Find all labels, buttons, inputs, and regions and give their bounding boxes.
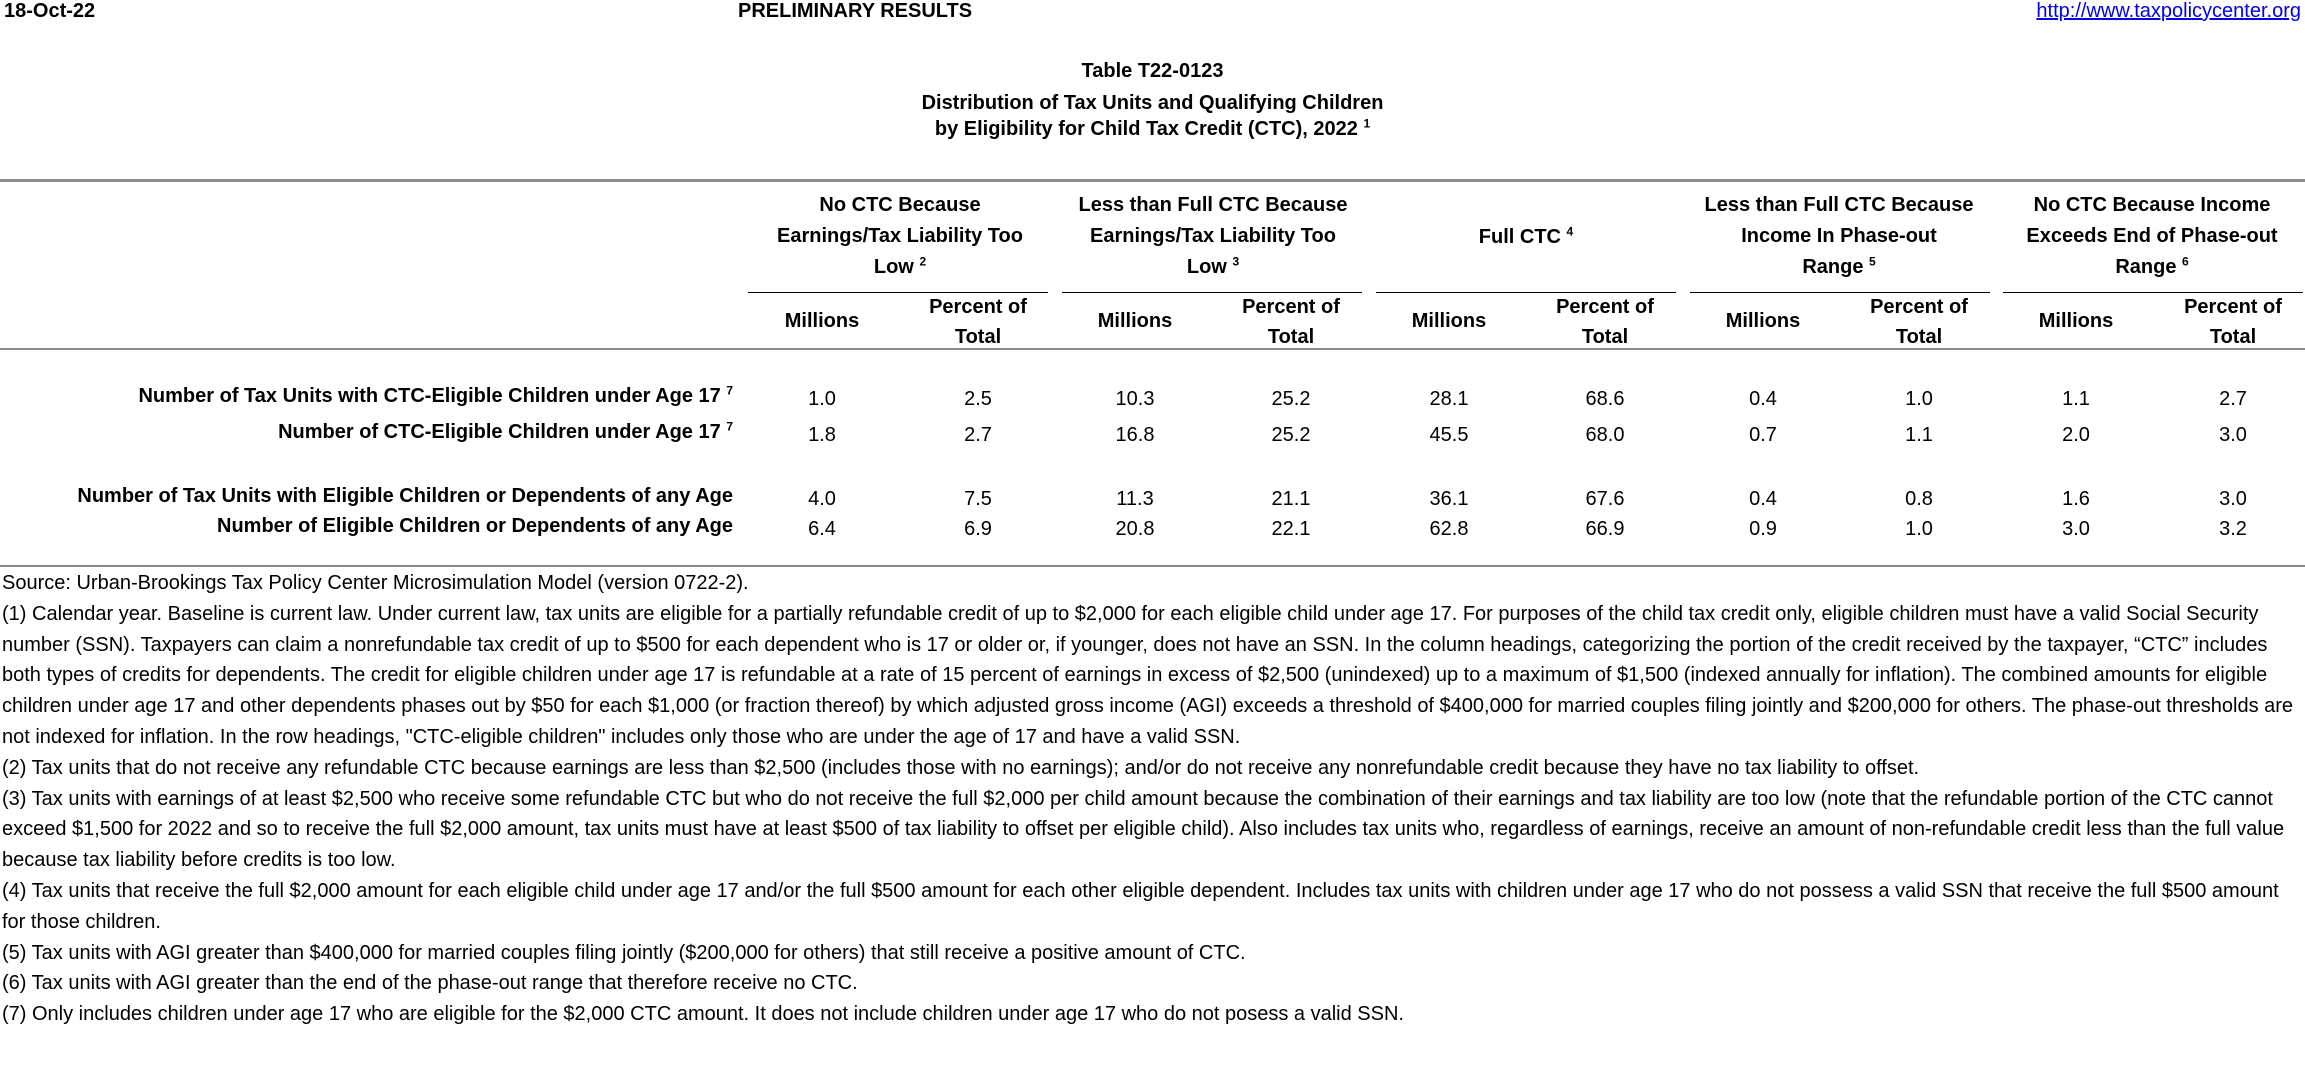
source-note: Source: Urban-Brookings Tax Policy Center Microsimulation Model (version 0722-2).: [2, 572, 749, 594]
preliminary-label: PRELIMINARY RESULTS: [738, 0, 973, 22]
subheader-millions: Millions: [1097, 310, 1173, 332]
table-cell: 3.0: [2219, 424, 2247, 446]
table-cell: 1.0: [808, 388, 836, 410]
footnote-4: (4) Tax units that receive the full $2,000 amount for each eligible child under age 17 and/or the full $500 amount for each other eligible dependent. Includes tax units with children under age 17 who do not possess a valid SSN that receive the full $500 amount for those children.: [2, 879, 2279, 933]
table-top-rule: [0, 179, 2305, 182]
table-cell: 66.9: [1585, 518, 1625, 540]
table-cell: 3.0: [2062, 518, 2090, 540]
table-cell: 6.9: [964, 518, 992, 540]
table-cell: 1.1: [1905, 424, 1933, 446]
footnote-7: (7) Only includes children under age 17 who are eligible for the $2,000 CTC amount. It does not include children under age 17 who do not posess a valid SSN.: [2, 1003, 1404, 1026]
table-cell: 4.0: [808, 488, 836, 510]
footnote-3: (3) Tax units with earnings of at least $2,500 who receive some refundable CTC but who do not receive the full $2,000 per child amount because the combination of their earnings and tax liability are too low (note that the refundable portion of the CTC cannot exceed $1,500 for 2022 and so to receive the full $2,000 amount, tax units must have at least $500 of tax liability to offset per eligible child). Also includes tax units who, regardless of earnings, receive an amount of non-refundable credit less than the full value because tax liability before credits is too low.: [2, 787, 2285, 872]
col-group-full-ctc: Full CTC $^4$: [1478, 224, 1574, 248]
subheader-percent: Percent of Total: [2184, 296, 2282, 348]
table-cell: 45.5: [1429, 424, 1469, 446]
table-cell: 68.0: [1585, 424, 1625, 446]
table-subtitle: by Eligibility for Child Tax Credit (CTC), 2022 $^1$: [934, 116, 1371, 140]
report-date: 18-Oct-22: [4, 0, 96, 22]
table-cell: 22.1: [1271, 518, 1311, 540]
subheader-percent: Percent of Total: [1556, 296, 1654, 348]
table-id: Table T22-0123: [1081, 60, 1224, 82]
row-label-children-under-17: Number of CTC-Eligible Children under Age 17 $^7$: [278, 419, 733, 443]
footnote-2: (2) Tax units that do not receive any refundable CTC because earnings are less than $2,500 (includes those with no earnings); and/or do not receive any nonrefundable credit because they have no tax liability to offset.: [2, 756, 1920, 779]
table-cell: 0.9: [1749, 518, 1777, 540]
subheader-percent: Percent of Total: [929, 296, 1027, 348]
table-cell: 7.5: [964, 488, 992, 510]
row-label-children-any-age: Number of Eligible Children or Dependents of any Age: [217, 515, 733, 537]
col-group-partial-ctc-low: Less than Full CTC Because Earnings/Tax Liability Too Low $^3$: [1078, 194, 1348, 278]
table-cell: 10.3: [1115, 388, 1155, 410]
table-cell: 2.7: [2219, 388, 2247, 410]
table-cell: 0.4: [1749, 488, 1777, 510]
table-cell: 20.8: [1115, 518, 1155, 540]
table-cell: 1.0: [1905, 388, 1933, 410]
footnote-5: (5) Tax units with AGI greater than $400,000 for married couples filing jointly ($200,000 for others) that still receive a positive amount of CTC.: [2, 941, 1246, 964]
table-cell: 25.2: [1271, 424, 1311, 446]
table-cell: 1.0: [1905, 518, 1933, 540]
table-cell: 0.8: [1905, 488, 1933, 510]
table-cell: 28.1: [1429, 388, 1469, 410]
table-cell: 68.6: [1585, 388, 1625, 410]
table-bottom-rule: [0, 565, 2305, 567]
table-cell: 3.0: [2219, 488, 2247, 510]
table-cell: 25.2: [1271, 388, 1311, 410]
table-title: Distribution of Tax Units and Qualifying Children: [921, 92, 1384, 114]
table-cell: 2.5: [964, 388, 992, 410]
table-cell: 0.4: [1749, 388, 1777, 410]
table-cell: 36.1: [1429, 488, 1469, 510]
table-cell: 0.7: [1749, 424, 1777, 446]
row-label-tax-units-any-age: Number of Tax Units with Eligible Children or Dependents of any Age: [77, 485, 733, 507]
subheader-millions: Millions: [784, 310, 860, 332]
table-cell: 3.2: [2219, 518, 2247, 540]
source-url-link[interactable]: http://www.taxpolicycenter.org: [2036, 0, 2301, 22]
subheader-millions: Millions: [2038, 310, 2114, 332]
footnote-ref: 1: [1363, 116, 1371, 131]
table-cell: 2.0: [2062, 424, 2090, 446]
subheader-millions: Millions: [1725, 310, 1801, 332]
table-cell: 1.1: [2062, 388, 2090, 410]
col-group-no-ctc-low: No CTC Because Earnings/Tax Liability Too Low $^2$: [777, 194, 1023, 278]
subheader-percent: Percent of Total: [1870, 296, 1968, 348]
footnotes: [2, 568, 2302, 1030]
subheader-millions: Millions: [1411, 310, 1487, 332]
footnote-1: (1) Calendar year. Baseline is current law. Under current law, tax units are eligible for a partially refundable credit of up to $2,000 for each eligible child under age 17. For purposes of the child tax credit only, eligible children must have a valid Social Security number (SSN). Taxpayers can claim a nonrefundable tax credit of up to $500 for each dependent who is 17 or older or, if younger, does not have an SSN. In the column headings, categorizing the portion of the credit received by the taxpayer, “CTC” includes both types of credits for dependents. The credit for eligible children under age 17 is refundable at a rate of 15 percent of earnings in excess of $2,500 (unindexed) up to a maximum of $1,500 (indexed annually for inflation). The combined amounts for eligible children under age 17 and other dependents phases out by $50 for each $1,000 (or fraction thereof) by which adjusted gross income (AGI) exceeds a threshold of $400,000 for married couples filing jointly and $200,000 for others. The phase-out thresholds are not indexed for inflation. In the row headings, "CTC-eligible children" includes only those who are under the age of 17 and have a valid SSN.: [2, 602, 2294, 748]
table-cell: 16.8: [1115, 424, 1155, 446]
subheader-percent: Percent of Total: [1242, 296, 1340, 348]
table-cell: 11.3: [1116, 488, 1154, 510]
table-cell: 2.7: [964, 424, 992, 446]
table-cell: 21.1: [1271, 488, 1311, 510]
row-label-tax-units-under-17: Number of Tax Units with CTC-Eligible Children under Age 17 $^7$: [138, 383, 733, 407]
header-bottom-rule: [0, 348, 2305, 350]
table-cell: 67.6: [1585, 488, 1625, 510]
footnote-6: (6) Tax units with AGI greater than the end of the phase-out range that therefore receive no CTC.: [2, 972, 858, 995]
col-group-exceeds-range: No CTC Because Income Exceeds End of Phase-out Range $^6$: [2026, 194, 2278, 278]
col-group-phase-out: Less than Full CTC Because Income In Phase-out Range $^5$: [1704, 194, 1974, 278]
table-cell: 1.6: [2062, 488, 2090, 510]
table-cell: 6.4: [808, 518, 836, 540]
table-cell: 62.8: [1429, 518, 1469, 540]
table-cell: 1.8: [808, 424, 836, 446]
